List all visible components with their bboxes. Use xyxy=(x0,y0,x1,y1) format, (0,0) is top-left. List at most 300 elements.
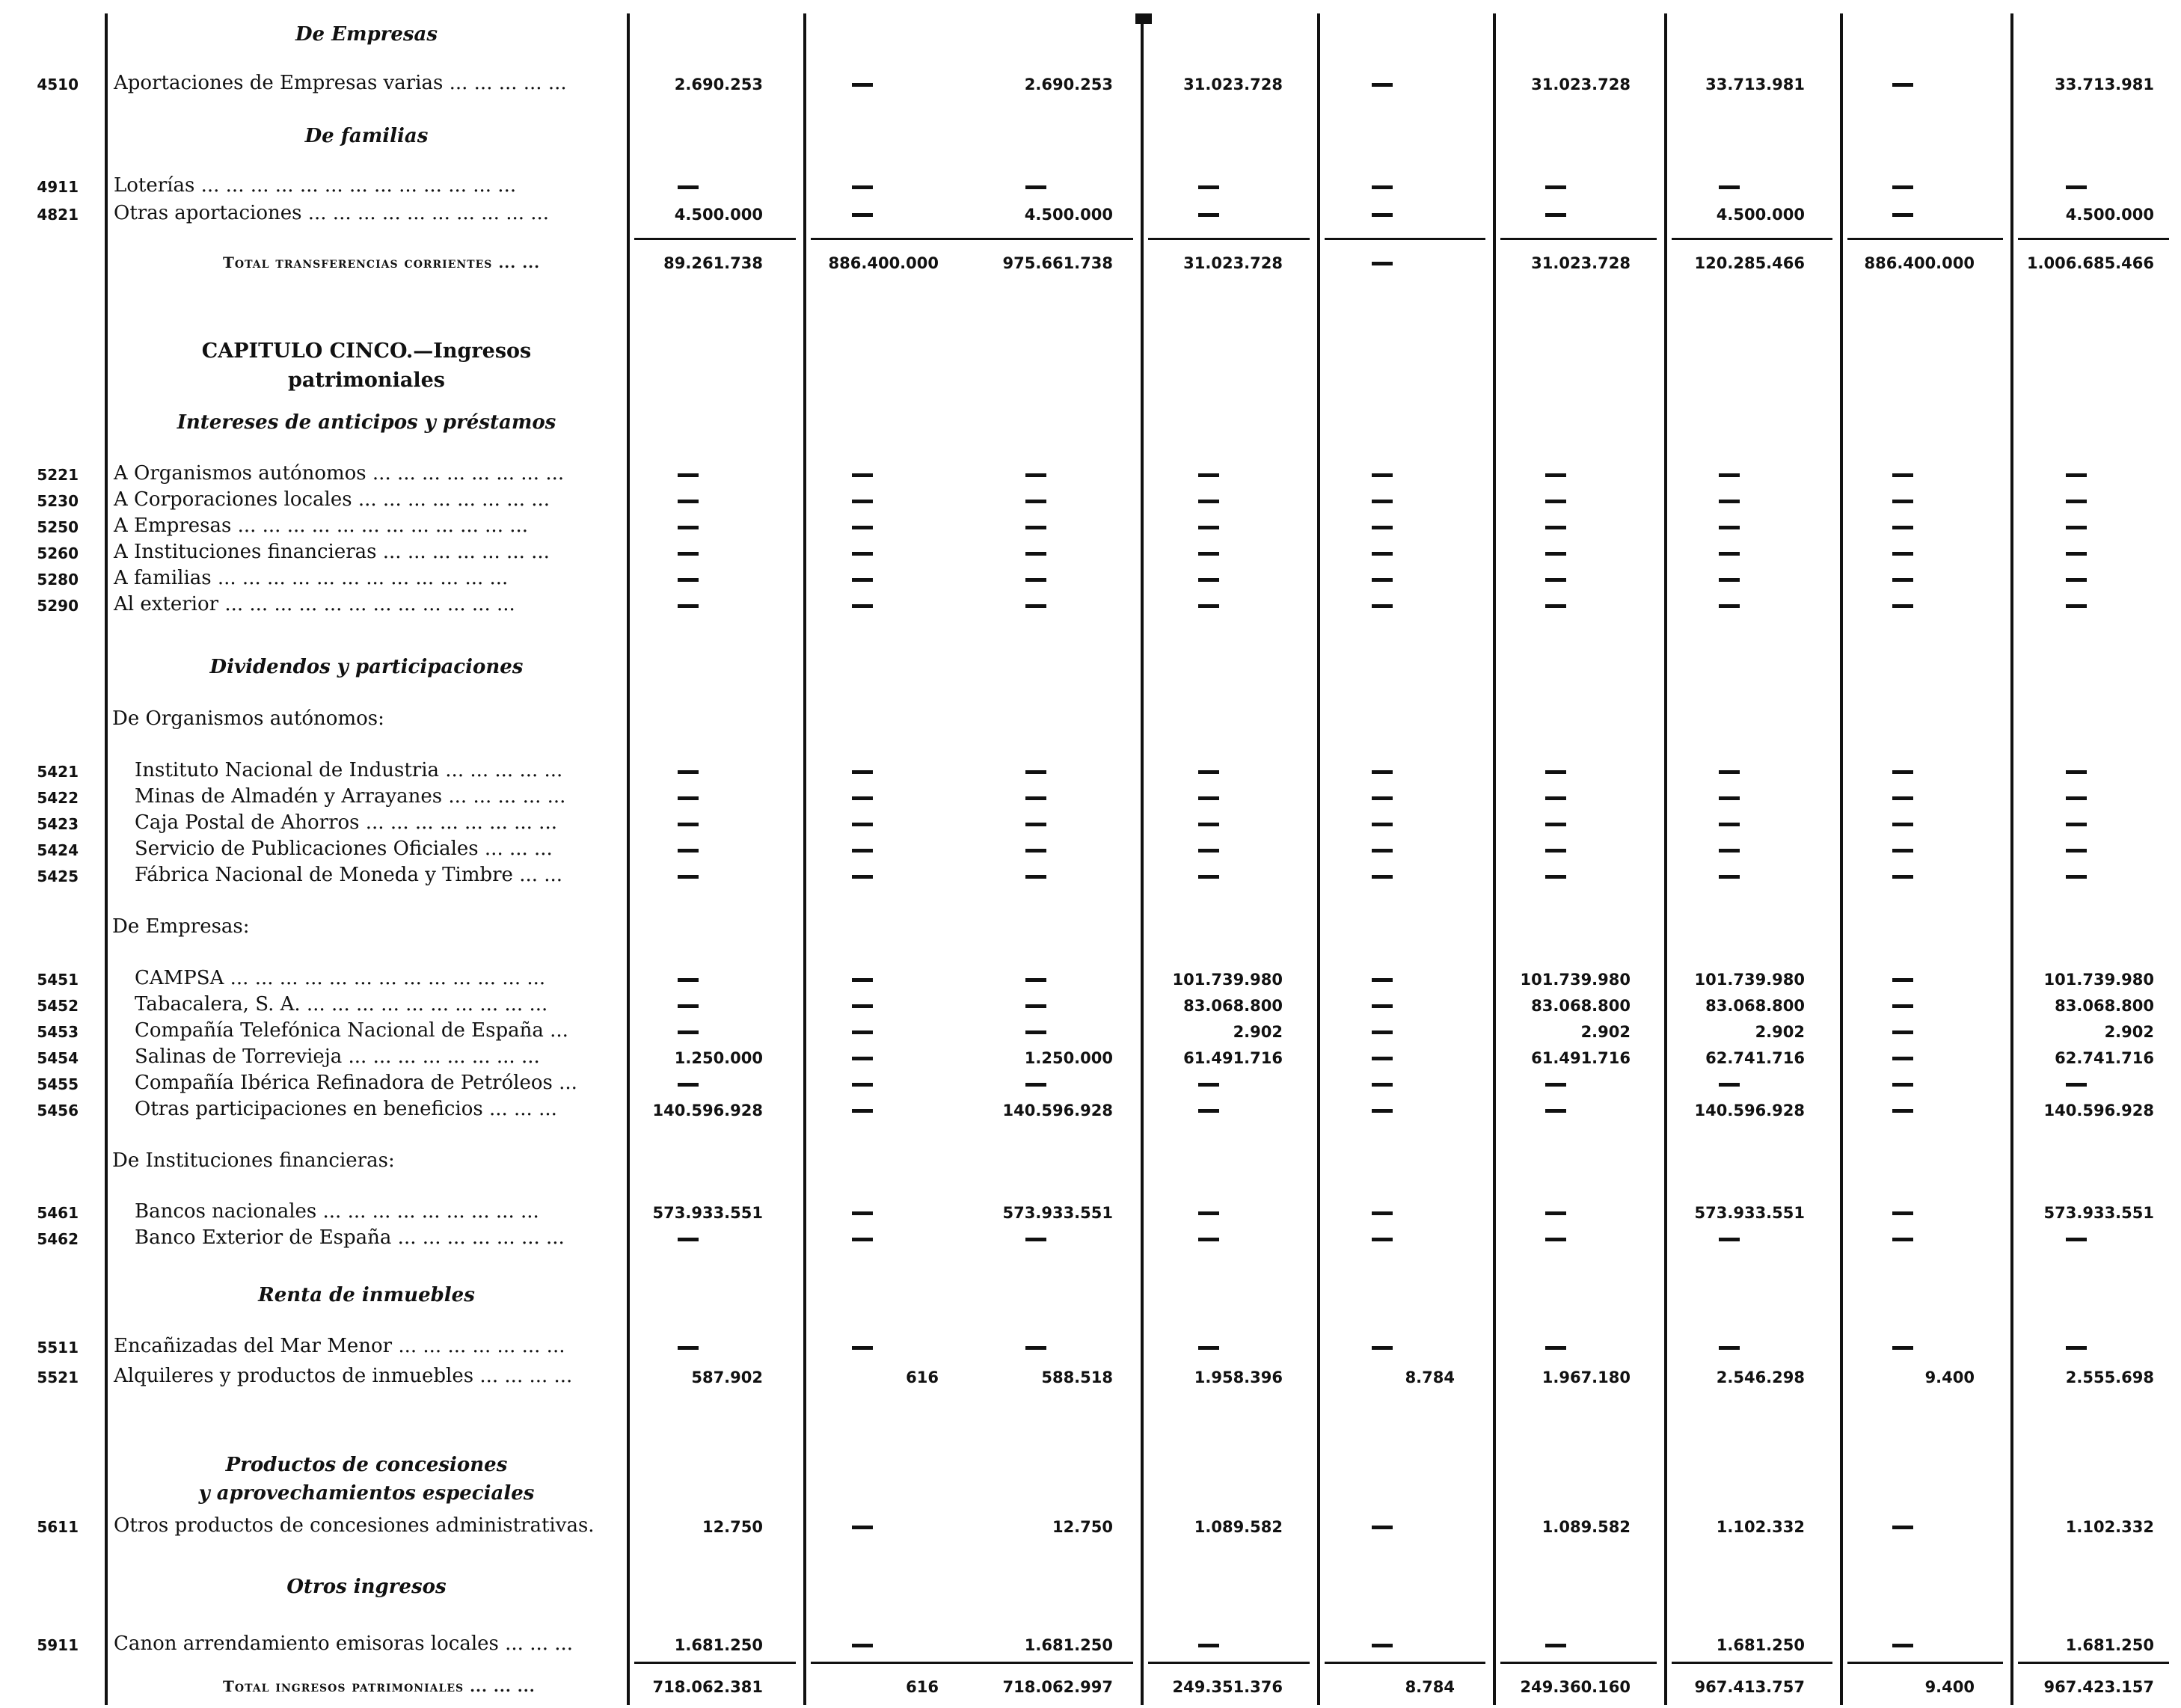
empty-value-dash xyxy=(678,185,699,189)
amount-cell: 1.089.582 xyxy=(1542,1518,1631,1536)
section-heading xyxy=(112,23,621,46)
empty-value-dash xyxy=(1892,552,1913,556)
empty-value-dash xyxy=(1372,604,1393,608)
concept-code: 5452 xyxy=(37,997,79,1015)
empty-value-dash xyxy=(1372,823,1393,826)
empty-value-dash xyxy=(1545,770,1566,774)
empty-value-dash xyxy=(1372,1057,1393,1060)
amount-cell: 33.713.981 xyxy=(2055,76,2154,93)
empty-value-dash xyxy=(2066,823,2087,826)
concept-code: 5421 xyxy=(37,763,79,781)
amount-cell: 886.400.000 xyxy=(1864,254,1975,272)
empty-value-dash xyxy=(1198,1238,1219,1241)
amount-cell: 1.681.250 xyxy=(1024,1636,1113,1654)
total-rule xyxy=(2018,238,2169,240)
empty-value-dash xyxy=(1719,552,1740,556)
subgroup-label: De Instituciones financieras: xyxy=(112,1149,395,1172)
concept-code: 5423 xyxy=(37,815,79,833)
empty-value-dash xyxy=(1198,1083,1219,1087)
empty-value-dash xyxy=(1892,526,1913,529)
heading-line: Dividendos y participaciones xyxy=(209,656,524,678)
empty-value-dash xyxy=(1719,1083,1740,1087)
subgroup-label: De Organismos autónomos: xyxy=(112,707,384,730)
amount-cell: 89.261.738 xyxy=(663,254,763,272)
concept-code: 5611 xyxy=(37,1518,79,1536)
amount-cell: 8.784 xyxy=(1405,1678,1455,1696)
total-rule xyxy=(1500,1662,1657,1664)
empty-value-dash xyxy=(852,1238,873,1241)
empty-value-dash xyxy=(1198,213,1219,217)
empty-value-dash xyxy=(2066,500,2087,503)
concept-label: Banco Exterior de España ... ... ... ... ... ... ... xyxy=(135,1226,565,1249)
heading-line-2: patrimoniales xyxy=(288,369,445,392)
empty-value-dash xyxy=(1545,1238,1566,1241)
amount-cell: 718.062.381 xyxy=(652,1678,763,1696)
amount-cell: 61.491.716 xyxy=(1183,1049,1283,1067)
amount-cell: 2.690.253 xyxy=(674,76,763,93)
empty-value-dash xyxy=(852,552,873,556)
empty-value-dash xyxy=(2066,578,2087,582)
concept-label: Bancos nacionales ... ... ... ... ... ... ... ... ... xyxy=(135,1200,539,1223)
column-divider-line xyxy=(105,13,108,1705)
amount-cell: 573.933.551 xyxy=(1002,1204,1113,1222)
concept-label: Aportaciones de Empresas varias ... ... ... ... ... xyxy=(114,72,567,94)
empty-value-dash xyxy=(1372,500,1393,503)
amount-cell: 101.739.980 xyxy=(1172,971,1283,989)
amount-cell: 140.596.928 xyxy=(652,1102,763,1119)
amount-cell: 83.068.800 xyxy=(1705,997,1805,1015)
empty-value-dash xyxy=(1892,500,1913,503)
concept-code: 4510 xyxy=(37,76,79,93)
empty-value-dash xyxy=(2066,185,2087,189)
concept-code: 5454 xyxy=(37,1049,79,1067)
empty-value-dash xyxy=(852,1211,873,1215)
empty-value-dash xyxy=(1372,1346,1393,1350)
empty-value-dash xyxy=(852,473,873,477)
concept-code: 5422 xyxy=(37,789,79,807)
amount-cell: 4.500.000 xyxy=(2065,206,2154,224)
amount-cell: 1.006.685.466 xyxy=(2026,254,2154,272)
empty-value-dash xyxy=(1892,1083,1913,1087)
empty-value-dash xyxy=(1198,823,1219,826)
empty-value-dash xyxy=(678,875,699,879)
empty-value-dash xyxy=(1545,1211,1566,1215)
amount-cell: 101.739.980 xyxy=(1694,971,1805,989)
amount-cell: 249.351.376 xyxy=(1172,1678,1283,1696)
concept-label: Otras aportaciones ... ... ... ... ... ... ... ... ... ... xyxy=(114,202,550,224)
concept-label: CAMPSA ... ... ... ... ... ... ... ... ... ... ... ... ... xyxy=(135,967,546,989)
empty-value-dash xyxy=(2066,473,2087,477)
amount-cell: 61.491.716 xyxy=(1531,1049,1631,1067)
empty-value-dash xyxy=(1545,1109,1566,1113)
empty-value-dash xyxy=(1892,1238,1913,1241)
concept-label: A Empresas ... ... ... ... ... ... ... ... ... ... ... ... xyxy=(114,514,529,537)
concept-label: Salinas de Torrevieja ... ... ... ... ... ... ... ... xyxy=(135,1045,540,1068)
empty-value-dash xyxy=(1372,262,1393,265)
concept-label: A Instituciones financieras ... ... ... ... ... ... ... xyxy=(114,541,550,563)
concept-code: 5456 xyxy=(37,1102,79,1119)
print-mark xyxy=(1135,13,1152,24)
total-rule xyxy=(1500,238,1657,240)
empty-value-dash xyxy=(1372,1030,1393,1034)
amount-cell: 8.784 xyxy=(1405,1368,1455,1386)
empty-value-dash xyxy=(1198,1109,1219,1113)
amount-cell: 1.250.000 xyxy=(674,1049,763,1067)
concept-code: 5453 xyxy=(37,1023,79,1041)
empty-value-dash xyxy=(1198,500,1219,503)
empty-value-dash xyxy=(1545,1083,1566,1087)
amount-cell: 1.681.250 xyxy=(674,1636,763,1654)
empty-value-dash xyxy=(1198,473,1219,477)
amount-cell: 83.068.800 xyxy=(2055,997,2154,1015)
empty-value-dash xyxy=(852,796,873,800)
empty-value-dash xyxy=(1892,1030,1913,1034)
empty-value-dash xyxy=(1892,978,1913,982)
concept-label: Servicio de Publicaciones Oficiales ... ... ... xyxy=(135,838,553,860)
amount-cell: 1.102.332 xyxy=(2065,1518,2154,1536)
amount-cell: 2.902 xyxy=(1755,1023,1805,1041)
concept-code: 5425 xyxy=(37,867,79,885)
empty-value-dash xyxy=(678,552,699,556)
concept-label: A familias ... ... ... ... ... ... ... ... ... ... ... ... xyxy=(114,567,509,589)
amount-cell: 1.681.250 xyxy=(1716,1636,1805,1654)
empty-value-dash xyxy=(1025,473,1046,477)
empty-value-dash xyxy=(1198,875,1219,879)
empty-value-dash xyxy=(1545,473,1566,477)
empty-value-dash xyxy=(1719,770,1740,774)
empty-value-dash xyxy=(1892,1057,1913,1060)
section-heading xyxy=(112,1284,621,1306)
empty-value-dash xyxy=(1372,83,1393,87)
empty-value-dash xyxy=(852,849,873,853)
empty-value-dash xyxy=(1372,796,1393,800)
amount-cell: 33.713.981 xyxy=(1705,76,1805,93)
empty-value-dash xyxy=(1545,185,1566,189)
amount-cell: 2.902 xyxy=(2104,1023,2154,1041)
empty-value-dash xyxy=(1025,1004,1046,1008)
amount-cell: 616 xyxy=(906,1678,939,1696)
empty-value-dash xyxy=(2066,796,2087,800)
amount-cell: 588.518 xyxy=(1041,1368,1113,1386)
empty-value-dash xyxy=(1198,604,1219,608)
empty-value-dash xyxy=(1545,796,1566,800)
empty-value-dash xyxy=(852,604,873,608)
total-rule xyxy=(1148,238,1310,240)
amount-cell: 31.023.728 xyxy=(1183,254,1283,272)
empty-value-dash xyxy=(1025,604,1046,608)
amount-cell: 2.690.253 xyxy=(1024,76,1113,93)
section-heading xyxy=(112,1576,621,1598)
empty-value-dash xyxy=(1892,796,1913,800)
empty-value-dash xyxy=(678,473,699,477)
amount-cell: 587.902 xyxy=(691,1368,763,1386)
empty-value-dash xyxy=(1025,796,1046,800)
empty-value-dash xyxy=(2066,1238,2087,1241)
empty-value-dash xyxy=(852,185,873,189)
empty-value-dash xyxy=(1892,849,1913,853)
empty-value-dash xyxy=(1372,526,1393,529)
concept-code: 5451 xyxy=(37,971,79,989)
amount-cell: 2.902 xyxy=(1580,1023,1631,1041)
concept-label: Otras participaciones en beneficios ... ... ... xyxy=(135,1098,557,1120)
empty-value-dash xyxy=(678,1238,699,1241)
amount-cell: 249.360.160 xyxy=(1520,1678,1631,1696)
concept-label: Caja Postal de Ahorros ... ... ... ... ... ... ... ... xyxy=(135,811,557,834)
empty-value-dash xyxy=(1892,473,1913,477)
empty-value-dash xyxy=(1719,526,1740,529)
amount-cell: 120.285.466 xyxy=(1694,254,1805,272)
amount-cell: 573.933.551 xyxy=(2043,1204,2154,1222)
section-heading xyxy=(112,125,621,147)
empty-value-dash xyxy=(2066,770,2087,774)
empty-value-dash xyxy=(1719,604,1740,608)
empty-value-dash xyxy=(678,796,699,800)
concept-code: 5511 xyxy=(37,1339,79,1357)
concept-label: Alquileres y productos de inmuebles ... ... ... ... xyxy=(114,1365,573,1387)
empty-value-dash xyxy=(1198,1211,1219,1215)
empty-value-dash xyxy=(1892,1526,1913,1529)
empty-value-dash xyxy=(1545,578,1566,582)
empty-value-dash xyxy=(852,1030,873,1034)
empty-value-dash xyxy=(1892,83,1913,87)
concept-code: 4911 xyxy=(37,178,79,196)
total-rule xyxy=(1847,238,2003,240)
amount-cell: 62.741.716 xyxy=(1705,1049,1805,1067)
amount-cell: 31.023.728 xyxy=(1531,76,1631,93)
empty-value-dash xyxy=(2066,1346,2087,1350)
section-heading xyxy=(112,411,621,434)
concept-code: 5462 xyxy=(37,1230,79,1248)
empty-value-dash xyxy=(1892,213,1913,217)
empty-value-dash xyxy=(852,823,873,826)
concept-label: A Corporaciones locales ... ... ... ... ... ... ... ... xyxy=(114,488,550,511)
heading-line-2: y aprovechamientos especiales xyxy=(198,1482,535,1505)
amount-cell: 967.413.757 xyxy=(1694,1678,1805,1696)
amount-cell: 573.933.551 xyxy=(652,1204,763,1222)
heading-line: De Empresas xyxy=(295,23,438,46)
heading-line: Renta de inmuebles xyxy=(258,1284,475,1306)
empty-value-dash xyxy=(1719,875,1740,879)
empty-value-dash xyxy=(1025,500,1046,503)
empty-value-dash xyxy=(1545,849,1566,853)
empty-value-dash xyxy=(852,1004,873,1008)
empty-value-dash xyxy=(1198,849,1219,853)
amount-cell: 62.741.716 xyxy=(2055,1049,2154,1067)
amount-cell: 140.596.928 xyxy=(2043,1102,2154,1119)
empty-value-dash xyxy=(852,875,873,879)
concept-code: 5424 xyxy=(37,841,79,859)
empty-value-dash xyxy=(1892,604,1913,608)
concept-label: Canon arrendamiento emisoras locales ... ... ... xyxy=(114,1632,574,1655)
concept-label: Al exterior ... ... ... ... ... ... ... ... ... ... ... ... xyxy=(114,593,515,615)
amount-cell: 12.750 xyxy=(702,1518,763,1536)
empty-value-dash xyxy=(1025,185,1046,189)
empty-value-dash xyxy=(1372,849,1393,853)
empty-value-dash xyxy=(678,823,699,826)
empty-value-dash xyxy=(1892,185,1913,189)
concept-label: Compañía Telefónica Nacional de España ... xyxy=(135,1019,568,1042)
amount-cell: 886.400.000 xyxy=(828,254,939,272)
empty-value-dash xyxy=(1372,1526,1393,1529)
empty-value-dash xyxy=(1892,875,1913,879)
empty-value-dash xyxy=(1719,185,1740,189)
empty-value-dash xyxy=(1892,823,1913,826)
empty-value-dash xyxy=(1892,1004,1913,1008)
amount-cell: 1.967.180 xyxy=(1542,1368,1631,1386)
heading-line: De familias xyxy=(304,125,429,147)
empty-value-dash xyxy=(1198,185,1219,189)
total-rule xyxy=(1148,1662,1310,1664)
amount-cell: 1.681.250 xyxy=(2065,1636,2154,1654)
empty-value-dash xyxy=(1372,1211,1393,1215)
empty-value-dash xyxy=(1198,796,1219,800)
amount-cell: 4.500.000 xyxy=(1024,206,1113,224)
amount-cell: 83.068.800 xyxy=(1531,997,1631,1015)
amount-cell: 1.958.396 xyxy=(1194,1368,1283,1386)
empty-value-dash xyxy=(678,1004,699,1008)
empty-value-dash xyxy=(1545,604,1566,608)
empty-value-dash xyxy=(2066,552,2087,556)
empty-value-dash xyxy=(1025,1346,1046,1350)
total-rule xyxy=(2018,1662,2169,1664)
amount-cell: 2.555.698 xyxy=(2065,1368,2154,1386)
total-rule xyxy=(1325,1662,1485,1664)
empty-value-dash xyxy=(1198,770,1219,774)
amount-cell: 1.250.000 xyxy=(1024,1049,1113,1067)
empty-value-dash xyxy=(852,526,873,529)
amount-cell: 4.500.000 xyxy=(1716,206,1805,224)
empty-value-dash xyxy=(1719,1238,1740,1241)
empty-value-dash xyxy=(852,578,873,582)
empty-value-dash xyxy=(678,604,699,608)
empty-value-dash xyxy=(678,1083,699,1087)
total-label: Total ingresos patrimoniales ... ... ... xyxy=(223,1677,536,1695)
empty-value-dash xyxy=(852,213,873,217)
amount-cell: 2.546.298 xyxy=(1716,1368,1805,1386)
empty-value-dash xyxy=(852,770,873,774)
total-rule xyxy=(1847,1662,2003,1664)
concept-label: Otros productos de concesiones administrativas. xyxy=(114,1514,595,1537)
amount-cell: 101.739.980 xyxy=(1520,971,1631,989)
empty-value-dash xyxy=(1198,1346,1219,1350)
concept-code: 5911 xyxy=(37,1636,79,1654)
concept-code: 5280 xyxy=(37,571,79,589)
empty-value-dash xyxy=(1372,1644,1393,1647)
empty-value-dash xyxy=(1372,1004,1393,1008)
empty-value-dash xyxy=(1545,875,1566,879)
empty-value-dash xyxy=(1025,1238,1046,1241)
empty-value-dash xyxy=(1892,578,1913,582)
empty-value-dash xyxy=(1719,500,1740,503)
empty-value-dash xyxy=(1372,978,1393,982)
concept-code: 5290 xyxy=(37,597,79,615)
empty-value-dash xyxy=(852,1644,873,1647)
section-heading xyxy=(112,656,621,678)
concept-code: 5260 xyxy=(37,544,79,562)
empty-value-dash xyxy=(1025,849,1046,853)
total-rule xyxy=(1325,238,1485,240)
empty-value-dash xyxy=(1545,1644,1566,1647)
concept-code: 5230 xyxy=(37,492,79,510)
concept-code: 4821 xyxy=(37,206,79,224)
total-rule xyxy=(811,1662,1133,1664)
empty-value-dash xyxy=(852,1109,873,1113)
empty-value-dash xyxy=(2066,849,2087,853)
empty-value-dash xyxy=(1719,578,1740,582)
heading-line: Otros ingresos xyxy=(286,1576,447,1598)
empty-value-dash xyxy=(1372,1109,1393,1113)
empty-value-dash xyxy=(1025,552,1046,556)
empty-value-dash xyxy=(1892,1346,1913,1350)
amount-cell: 31.023.728 xyxy=(1183,76,1283,93)
empty-value-dash xyxy=(1372,185,1393,189)
amount-cell: 718.062.997 xyxy=(1002,1678,1113,1696)
empty-value-dash xyxy=(678,1030,699,1034)
amount-cell: 9.400 xyxy=(1924,1368,1975,1386)
amount-cell: 573.933.551 xyxy=(1694,1204,1805,1222)
concept-label: Fábrica Nacional de Moneda y Timbre ... ... xyxy=(135,864,563,886)
empty-value-dash xyxy=(1025,578,1046,582)
empty-value-dash xyxy=(1025,875,1046,879)
section-heading xyxy=(112,1454,621,1505)
empty-value-dash xyxy=(852,978,873,982)
empty-value-dash xyxy=(1372,1083,1393,1087)
concept-label: Compañía Ibérica Refinadora de Petróleos ... xyxy=(135,1072,577,1094)
empty-value-dash xyxy=(1372,1238,1393,1241)
empty-value-dash xyxy=(1025,823,1046,826)
concept-label: Loterías ... ... ... ... ... ... ... ... ... ... ... ... ... xyxy=(114,174,517,197)
empty-value-dash xyxy=(1025,1083,1046,1087)
concept-code: 5455 xyxy=(37,1075,79,1093)
empty-value-dash xyxy=(2066,604,2087,608)
empty-value-dash xyxy=(1719,796,1740,800)
empty-value-dash xyxy=(1719,473,1740,477)
empty-value-dash xyxy=(678,500,699,503)
total-rule xyxy=(1672,1662,1832,1664)
heading-line: Intereses de anticipos y préstamos xyxy=(177,411,556,434)
empty-value-dash xyxy=(1198,578,1219,582)
empty-value-dash xyxy=(1892,1644,1913,1647)
empty-value-dash xyxy=(1545,552,1566,556)
empty-value-dash xyxy=(1719,823,1740,826)
empty-value-dash xyxy=(1545,213,1566,217)
empty-value-dash xyxy=(1892,1211,1913,1215)
empty-value-dash xyxy=(1372,875,1393,879)
total-rule xyxy=(1672,238,1832,240)
column-divider-line xyxy=(1317,13,1320,1705)
empty-value-dash xyxy=(2066,875,2087,879)
heading-line: Productos de concesiones xyxy=(225,1454,508,1476)
empty-value-dash xyxy=(1372,578,1393,582)
empty-value-dash xyxy=(678,849,699,853)
empty-value-dash xyxy=(1892,1109,1913,1113)
empty-value-dash xyxy=(1025,978,1046,982)
concept-label: Minas de Almadén y Arrayanes ... ... ... ... ... xyxy=(135,785,566,808)
empty-value-dash xyxy=(2066,526,2087,529)
amount-cell: 12.750 xyxy=(1052,1518,1113,1536)
empty-value-dash xyxy=(1372,473,1393,477)
empty-value-dash xyxy=(1545,1346,1566,1350)
total-rule xyxy=(811,238,1133,240)
subgroup-label: De Empresas: xyxy=(112,915,250,938)
empty-value-dash xyxy=(1892,770,1913,774)
amount-cell: 101.739.980 xyxy=(2043,971,2154,989)
empty-value-dash xyxy=(1719,849,1740,853)
empty-value-dash xyxy=(852,1526,873,1529)
empty-value-dash xyxy=(1372,213,1393,217)
amount-cell: 1.102.332 xyxy=(1716,1518,1805,1536)
concept-code: 5521 xyxy=(37,1368,79,1386)
